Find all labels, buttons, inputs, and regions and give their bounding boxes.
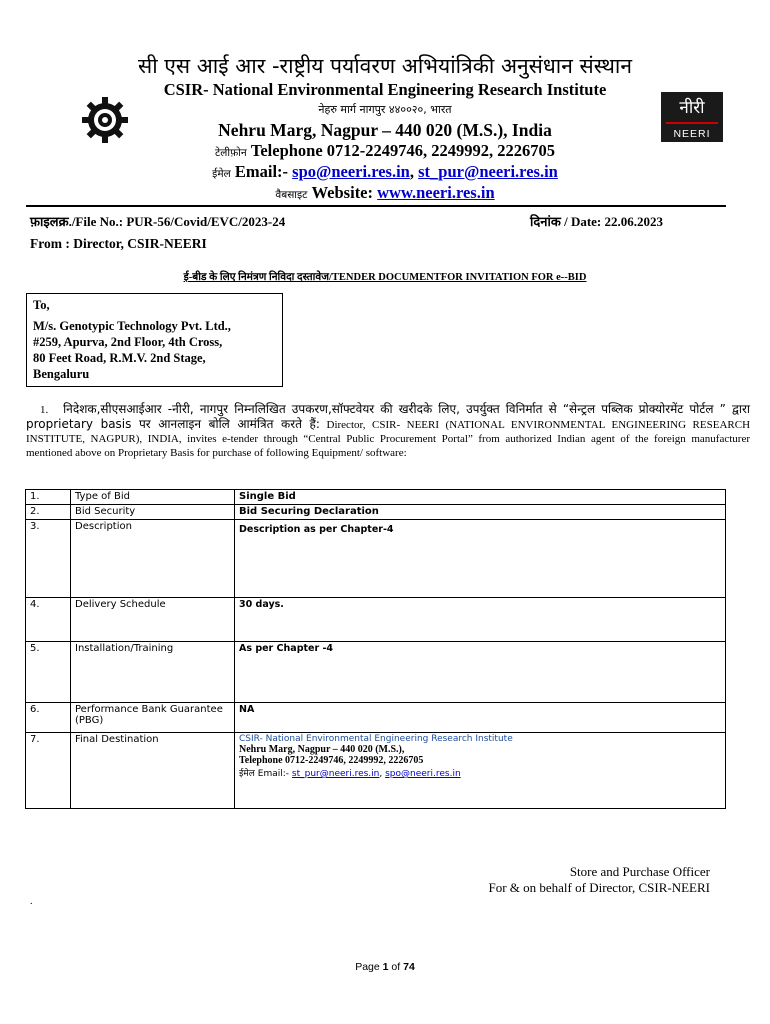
row-number: 7. [26,733,71,809]
table-row [26,733,726,809]
destination-email-prefix: Email:- [257,769,290,779]
page-number [0,961,770,973]
header-divider [26,205,726,207]
document-date: दिनांक / Date: 22.06.2023 [530,214,664,229]
destination-address: Nehru Marg, Nagpur – 440 020 (M.S.), [239,744,405,755]
website-link[interactable]: www.neeri.res.in [377,183,495,202]
destination-institute: CSIR- National Environmental Engineering Research Institute [239,734,513,744]
logo-english-text: NEERI [673,128,711,140]
row-value: Description as per Chapter-4 [235,520,726,598]
phone-line [0,141,770,161]
row-label: Type of Bid [71,490,235,505]
row-value: Bid Securing Declaration [235,505,726,520]
table-row [26,490,726,505]
row-value: 30 days. [235,598,726,642]
page-total: 74 [403,961,415,973]
institute-name: CSIR- National Environmental Engineering Research Institute [163,80,607,99]
recipient-line: 80 Feet Road, R.M.V. 2nd Stage, [33,351,206,365]
row-label: Delivery Schedule [71,598,235,642]
from-line: From : Director, CSIR-NEERI [30,236,207,251]
row-label: Performance Bank Guarantee (PBG) [71,703,235,733]
destination-email-st-pur[interactable]: st_pur@neeri.res.in [291,769,380,779]
recipient-line: Bengaluru [33,367,90,381]
row-number: 3. [26,520,71,598]
signer-title: Store and Purchase Officer [569,864,710,879]
destination-email-label-hindi: ईमेल [239,769,255,779]
website-prefix: Website: [311,183,374,202]
bid-details-table [25,489,726,809]
page-of: of [391,961,401,973]
address-english: Nehru Marg, Nagpur – 440 020 (M.S.), India [218,120,552,140]
intro-hindi-text: निदेशक,सीएसआईआर -नीरी, नागपुर निम्नलिखित उपकरण,सॉफ्टवेयर की खरीदके लिए, उपर्युक्त विनिर्मात से “सेन्ट्रल पब्लिक प्रोक्योरमेंट पोर्टल ” द्वारा proprietary basis पर आनलाइन बोलि आमंत्रित करते हैं: [26,402,751,431]
phone-numbers: Telephone 0712-2249746, 2249992, 2226705 [250,141,556,160]
row-number: 6. [26,703,71,733]
email-line: ईमेल Email:- spo@neeri.res.in, st_pur@neeri.res.in [212,162,558,181]
row-label: Description [71,520,235,598]
page-prefix: Page [355,961,380,973]
row-value: Single Bid [235,490,726,505]
table-row [26,703,726,733]
row-value: NA [235,703,726,733]
row-number: 5. [26,642,71,703]
destination-email-spo[interactable]: spo@neeri.res.in [385,769,461,779]
intro-number: 1. [40,404,49,416]
row-number: 2. [26,505,71,520]
email-prefix: Email:- [234,162,289,181]
website-line [0,183,770,203]
signer-behalf: For & on behalf of Director, CSIR-NEERI [488,880,710,895]
row-label: Bid Security [71,505,235,520]
intro-english-text: Director, CSIR- NEERI (NATIONAL ENVIRONMENTAL ENGINEERING RESEARCH INSTITUTE, NAGPUR), INDIA, invites e-tender through “Central Public Procurement Portal” from authorized Indian agent of the foreign manufacturer mentioned above on Proprietary Basis for purchase of following Equipment/ software: [26,419,751,459]
row-label: Final Destination [71,733,235,809]
intro-paragraph [26,402,750,460]
stray-dot: . [30,896,33,907]
recipient-line: M/s. Genotypic Technology Pvt. Ltd., [33,319,231,333]
file-number: फ़ाइलक्र./File No.: PUR-56/Covid/EVC/2023-24 [30,214,286,229]
table-row [26,505,726,520]
row-label: Installation/Training [71,642,235,703]
table-row [26,642,726,703]
address-hindi: नेहरु मार्ग नागपुर ४४००२०, भारत [318,103,452,116]
recipient-line: #259, Apurva, 2nd Floor, 4th Cross, [33,335,223,349]
table-row [26,598,726,642]
final-destination-cell [235,733,726,809]
row-value: As per Chapter -4 [235,642,726,703]
logo-hindi-text: नीरी [679,98,705,118]
email-link-st-pur[interactable]: st_pur@neeri.res.in [418,162,558,181]
to-label: To, [33,298,50,312]
hindi-institute-title: सी एस आई आर -राष्ट्रीय पर्यावरण अभियांत्रिकी अनुसंधान संस्थान [138,54,632,78]
tender-title: ई-बीड के लिए निमंत्रण निविदा दस्तावेज/TENDER DOCUMENTFOR INVITATION FOR e--BID [183,272,587,283]
destination-phone: Telephone 0712-2249746, 2249992, 2226705 [239,755,424,766]
email-label-hindi: ईमेल [212,168,231,180]
email-link-spo[interactable]: spo@neeri.res.in [292,162,410,181]
phone-label-hindi: टेलीफ़ोन [214,147,247,159]
recipient-box [26,293,283,387]
destination-email-line: ईमेल Email:- st_pur@neeri.res.in, spo@neeri.res.in [239,769,461,779]
website-label-hindi: वैबसाइट [275,189,308,201]
row-number: 4. [26,598,71,642]
page-current: 1 [382,961,389,973]
table-row [26,520,726,598]
row-number: 1. [26,490,71,505]
